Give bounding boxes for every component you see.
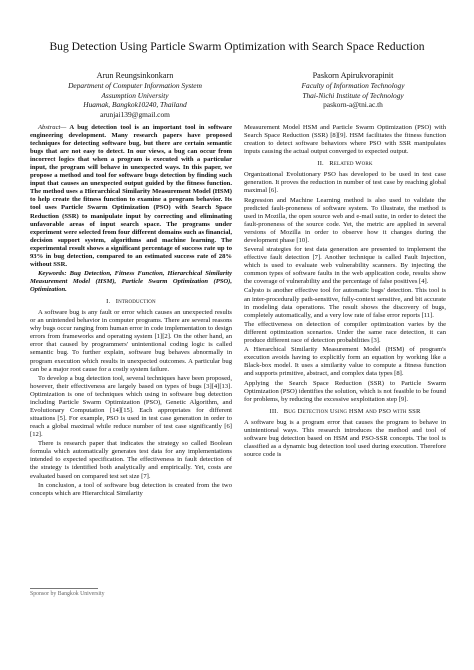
- abstract: [30, 124, 232, 269]
- footnote-rule: [30, 588, 98, 589]
- body-paragraph: The effectiveness on detection of compiler optimization varies by the different optimization scenarios. Under the same race detection, it can produce different race of detection probabilities [3].: [244, 320, 446, 344]
- section-number: II.: [317, 160, 324, 168]
- section-title: Bug Detection Using HSM and PSO with SSR: [283, 407, 421, 415]
- author-affiliation: Assumption University: [101, 90, 169, 100]
- section-title: Introduction: [115, 298, 156, 306]
- abstract-lead: Abstract—: [38, 124, 67, 131]
- keywords-text: Bug Detection, Fitness Function, Hierarchical Similarity Measurement Model (HSM), Particle Swarm Optimization (PSO), Optimization.: [30, 270, 232, 294]
- author-name: Arun Reungsinkonkarn: [96, 71, 174, 80]
- body-paragraph: Several strategies for test data generation are presented to implement the effective fault detection [7]. Another technique is called Fault Injection, which is used to evaluate web vulnerability scanners. By injecting the common types of software faults in the web application code, results show the coverage of vulnerability and the percentage of false positives [4].: [244, 246, 446, 286]
- section-number: I.: [106, 298, 111, 306]
- section-number: III.: [269, 407, 279, 415]
- author-block-2: [248, 70, 458, 110]
- footnote-text: Sponsor by Bangkok University: [30, 591, 105, 597]
- body-paragraph: Applying the Search Space Reduction (SSR) to Particle Swarm Optimization (PSO) identifies the solution, which is not feasible to be found for problems, by reducing the excessive sexploitation step [9].: [244, 379, 446, 403]
- author-email: arunjai139@gmail.com: [100, 109, 170, 119]
- body-paragraph: Calysto is another effective tool for automatic bugs' detection. This tool is an inter-procedurally path-sensitive, fully-context sensitive, and bit accurate in modeling data operations. The result shows the discovery of bugs, completely automatically, and a very low rate of false error reports [11].: [244, 287, 446, 319]
- section-title: Related Work: [329, 160, 373, 168]
- left-column: [30, 124, 232, 499]
- author-affiliation: Department of Computer Information System: [68, 81, 202, 90]
- keywords: [30, 270, 232, 294]
- abstract-text: A bug detection tool is an important tool in software engineering development. Many research papers have proposed techniques for detecting software bug, but there are certain semantic bugs that are not easy to detect. In our views, a bug can occur from incorrect logics that when a program is executed with a particular input, the program will behave in unexpected ways. In this paper, we propose a method and tool for software bugs detection by finding such input that causes an unexpected output guided by the fitness function. The method uses a Hierarchical Similarity Measurement Model (HSM) to help create the fitness function to examine a program behavior. Its tool uses Particle Swarm Optimization (PSO) with Search Space Reduction (SSR) to manipulate input by correcting and eliminating unfavorable areas of input search space. The programs under experiment were selected from four different domains such as financial, decision support system, algorithms and machine learning. The experimental result shows a significant percentage of success rate up to 93% in bug detection, compared to an estimated success rate of 28% without SSR.: [30, 124, 232, 268]
- author-email: paskorn-a@tni.ac.th: [323, 100, 383, 110]
- section-heading-related-work: [244, 160, 446, 168]
- keywords-lead: Keywords:: [38, 270, 67, 278]
- body-paragraph: A Hierarchical Similarity Measurement Model (HSM) of program's execution avoids having to explicitly form an equation by working like a Black-box model. It uses a similarity value to compute a fitness function and supports primitive, abstract, and complex data types [8].: [244, 346, 446, 378]
- body-paragraph: In conclusion, a tool of software bug detection is created from the two concepts which are Hierarchical Similarity: [30, 481, 232, 497]
- author-affiliation: Thai-Nichi Institute of Technology: [302, 90, 404, 100]
- footnote: [30, 588, 232, 597]
- section-heading-introduction: [30, 298, 232, 306]
- body-paragraph: A software bug is any fault or error which causes an unexpected results or an unintended behavior in computer programs. There are several reasons why bugs occur ranging from human error in code implementation to design errors from frameworks and operating system [1][2]. On the other hand, an error that caused by programmers' unintentional coding logic is called semantic bug. To further explain, software bug behaves abnormally in program execution which results in unexpected outcomes. A particular bug can be a major root cause for a costly system failure.: [30, 309, 232, 373]
- body-paragraph: Organizational Evolutionary PSO has developed to be used in test case generation. It proves the reduction in number of test case by reaching global maximal [6].: [244, 171, 446, 195]
- body-paragraph: A software bug is a program error that causes the program to behave in unintentional ways. This research introduces the method and tool of software bug detection based on HSM and PSO-SSR concepts. The tool is classified as a dynamic bug detection tool used during execution. Therefore source code is: [244, 418, 446, 458]
- author-affiliation: Faculty of Information Technology: [301, 81, 405, 90]
- body-paragraph: There is research paper that indicates the strategy so called Boolean formula which automatically generates test data for any implementations intended to expected specification. The effectiveness in fault detection of the strategy is identified both analytically and empirically. Yet, costs are evaluated based on compared test set size [7].: [30, 440, 232, 480]
- body-paragraph: Regression and Machine Learning method is also used to validate the predicted fault-proneness of software system. To illustrate, the method is used in Mozilla, the open source web and e-mail suite, in order to detect the fault-proneness of the source code. Yet, the metric are applied in several versions of Mozilla in order to observe how it changes during the development phase [10].: [244, 196, 446, 244]
- body-paragraph: Measurement Model HSM and Particle Swarm Optimization (PSO) with Search Space Reduction (SSR) [8][9]. HSM facilitates the fitness function creation to detect software behaviors where PSO with SSR manipulates inputs causing the actual output converged to expected output.: [244, 124, 446, 156]
- body-paragraph: To develop a bug detection tool, several techniques have been proposed, however, their effectiveness are largely based on types of bugs [3][4][13]. Optimization is one of techniques which using in software bug detection including Particle Swarm Optimization (PSO), Genetic Algorithm, and Evolutionary Computation [14][15]. Each appropriates for different situations [5]. For example, PSO is used in test case generation in order to reach a global maximal while reduce number of test case significantly [6][12].: [30, 374, 232, 439]
- author-block-1: [30, 70, 240, 119]
- right-column: [244, 124, 446, 460]
- author-affiliation: Huamak, Bangkok10240, Thailand: [83, 100, 187, 110]
- author-name: Paskorn Apirukvorapinit: [312, 71, 394, 80]
- section-heading-bug-detection: [244, 408, 446, 416]
- paper-title: Bug Detection Using Particle Swarm Optimization with Search Space Reduction: [49, 40, 425, 53]
